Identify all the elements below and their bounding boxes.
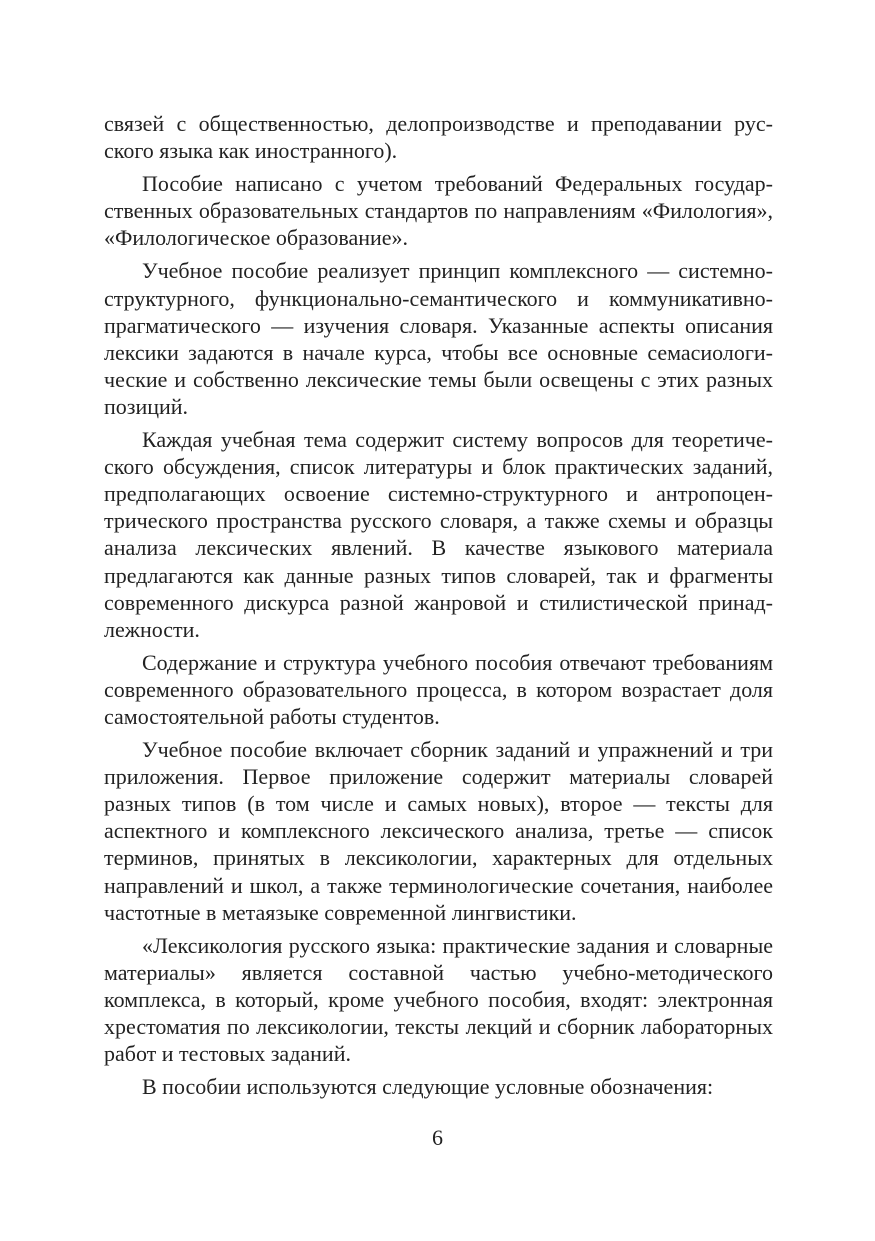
- paragraph-complex: «Лексикология русского языка: практические задания и словарные материалы» является составной частью учебно-методического комплекса, в который, кроме учебного пособия, входят: электронная хрестоматия по лексикологии, тексты лекций и сборник лабораторных работ и тестовых заданий.: [104, 932, 773, 1067]
- paragraph-topics: Каждая учебная тема содержит систему вопросов для теоретического обсуждения, список литературы и блок практических заданий, предполагающих освоение системно-структурного и антропоцентрического пространства русского словаря, а также схемы и образцы анализа лексических явлений. В качестве языкового материала предлагаются как данные разных типов словарей, так и фрагменты современного дискурса разной жанровой и стилистической принадлежности.: [104, 427, 773, 642]
- paragraph-principle: Учебное пособие реализует принцип комплексного — системно-структурного, функционально-семантического и коммуникативно-прагматического — изучения словаря. Указанные аспекты описания лексики задаются в начале курса, чтобы все основные семасиологические и собственно лексические темы были освещены с этих разных позиций.: [104, 258, 773, 419]
- paragraph-appendices: Учебное пособие включает сборник заданий и упражнений и три приложения. Первое приложение содержит материалы словарей разных типов (в том числе и самых новых), второе — тексты для аспектного и комплексного лексического анализа, третье — список терминов, принятых в лексикологии, характерных для отдельных направлений и школ, а также терминологические сочетания, наиболее частотные в метаязыке современной лингвистики.: [104, 737, 773, 925]
- paragraph-standards: Пособие написано с учетом требований Федеральных государственных образовательных стандартов по направлениям «Филология», «Филологическое образование».: [104, 171, 773, 251]
- page-number: 6: [432, 1125, 443, 1150]
- page-body: [104, 110, 773, 1106]
- paragraph-notation: В пособии используются следующие условные обозначения:: [142, 1074, 714, 1100]
- paragraph-structure: Содержание и структура учебного пособия отвечают требованиям современного образовательного процесса, в котором возрастает доля самостоятельной работы студентов.: [104, 649, 773, 729]
- paragraph-continuation: связей с общественностью, делопроизводстве и преподавании русского языка как иностранного).: [104, 111, 773, 164]
